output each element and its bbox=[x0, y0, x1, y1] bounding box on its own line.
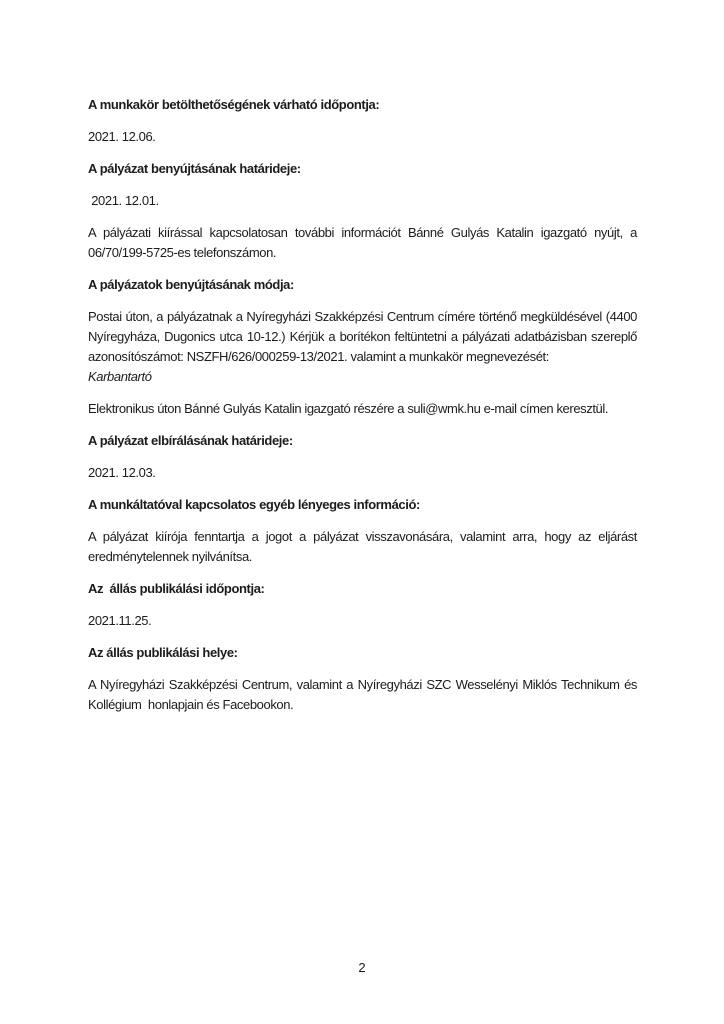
paragraph-line: eredménytelennek nyilvánítsa. bbox=[88, 549, 253, 564]
heading-submission-method: A pályázatok benyújtásának módja: bbox=[88, 277, 294, 292]
heading-available-from: A munkakör betölthetőségének várható időpontja: bbox=[88, 97, 380, 112]
job-title: Karbantartó bbox=[88, 369, 152, 384]
paragraph-line: Postai úton, a pályázatnak a Nyíregyházi Szakképzési Centrum címére történő megküldésével (4400 bbox=[88, 309, 637, 324]
paragraph-line: azonosítószámot: NSZFH/626/000259-13/2021. valamint a munkakör megnevezését: bbox=[88, 349, 549, 364]
paragraph-line: Kollégium honlapjain és Facebookon. bbox=[88, 697, 294, 712]
paragraph-line: A pályázati kiírással kapcsolatosan további információt Bánné Gulyás Katalin igazgató nyújt, a bbox=[88, 225, 637, 240]
page-number: 2 bbox=[358, 960, 366, 975]
heading-evaluation-deadline: A pályázat elbírálásának határideje: bbox=[88, 433, 293, 448]
paragraph-postal bbox=[88, 307, 637, 367]
document-content bbox=[88, 95, 637, 727]
value-publication-date: 2021.11.25. bbox=[88, 613, 152, 628]
heading-publication-place: Az állás publikálási helye: bbox=[88, 645, 238, 660]
heading-other-info: A munkáltatóval kapcsolatos egyéb lényeges információ: bbox=[88, 497, 420, 512]
value-evaluation-deadline: 2021. 12.03. bbox=[88, 465, 156, 480]
paragraph-line: 06/70/199-5725-es telefonszámon. bbox=[88, 245, 277, 260]
paragraph-electronic: Elektronikus úton Bánné Gulyás Katalin igazgató részére a suli@wmk.hu e-mail címen keresztül. bbox=[88, 401, 609, 416]
paragraph-further-info bbox=[88, 223, 637, 263]
paragraph-publication-place bbox=[88, 675, 637, 715]
paragraph-line: A pályázat kiírója fenntartja a jogot a pályázat visszavonására, valamint arra, hogy az eljárást bbox=[88, 529, 637, 544]
heading-submission-deadline: A pályázat benyújtásának határideje: bbox=[88, 161, 301, 176]
paragraph-withdrawal bbox=[88, 527, 637, 567]
value-submission-deadline: 2021. 12.01. bbox=[88, 193, 159, 208]
value-available-from: 2021. 12.06. bbox=[88, 129, 156, 144]
heading-publication-date: Az állás publikálási időpontja: bbox=[88, 581, 265, 596]
paragraph-line: Nyíregyháza, Dugonics utca 10-12.) Kérjük a borítékon feltüntetni a pályázati adatbázisban szereplő bbox=[88, 329, 637, 344]
paragraph-line: A Nyíregyházi Szakképzési Centrum, valamint a Nyíregyházi SZC Wesselényi Miklós Technikum és bbox=[88, 677, 637, 692]
